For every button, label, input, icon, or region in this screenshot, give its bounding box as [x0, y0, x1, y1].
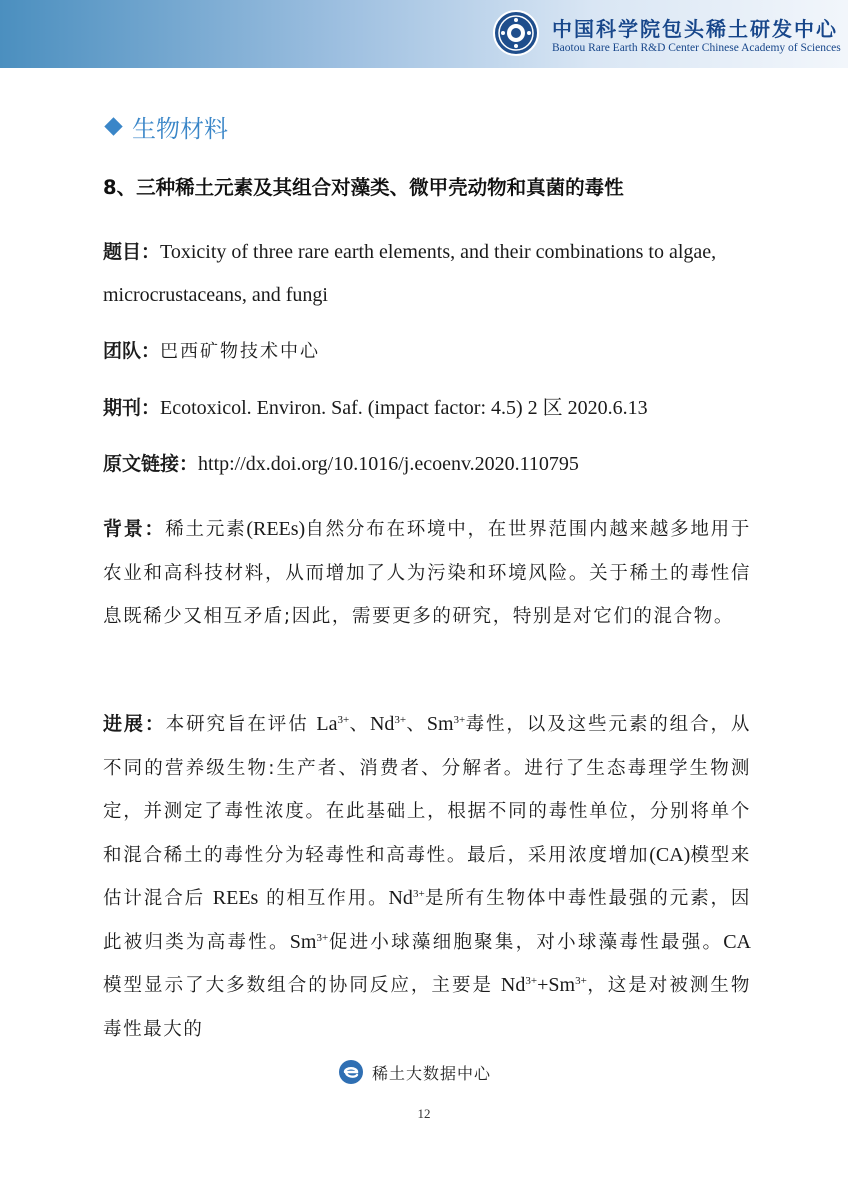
charge-superscript: 3+	[394, 713, 407, 726]
cas-emblem-icon	[493, 10, 539, 56]
team-label: 团队：	[103, 340, 161, 362]
progress-text: 本研究旨在评估	[165, 714, 317, 735]
footer-brand	[338, 1058, 491, 1086]
progress-text: 、	[406, 714, 427, 735]
background-text: 稀土元素	[165, 519, 247, 540]
progress-text: 是所有生物体中毒性最强的元素，因此被归类为高毒性。	[103, 888, 751, 953]
charge-superscript: 3+	[575, 974, 587, 987]
charge-superscript: 3+	[337, 713, 350, 726]
journal-field	[103, 387, 753, 430]
progress-text: ，这是对被测生物毒性最大的	[103, 975, 751, 1040]
charge-superscript: 3+	[525, 974, 538, 987]
progress-text: 的相互作用。	[258, 888, 389, 909]
page-number: 12	[417, 1106, 431, 1121]
background-label: 背景：	[103, 518, 166, 540]
progress-text: 模型来估计混合后	[103, 844, 752, 909]
progress-text: 毒性，以及这些元素的组合，从不同的营养级生物:生产者、消费者、分解者。进行了生态毒理学生物测定，并测定了毒性浓度。在此基础上，根据不同的毒性单位，分别将单个和混合稀土的毒性分为轻毒性和高毒性。最后，采用浓度增加	[103, 714, 752, 866]
section-heading	[104, 109, 228, 143]
element-symbol: Sm	[426, 713, 454, 735]
charge-superscript: 3+	[453, 713, 466, 726]
diamond-bullet-icon	[104, 117, 122, 135]
model-abbrev: CA	[723, 930, 751, 953]
journal-value: Ecotoxicol. Environ. Saf. (impact factor: 4.5) 2 区 2020.6.13	[160, 397, 648, 419]
link-field	[103, 443, 753, 486]
plus-sign: +	[537, 974, 549, 996]
progress-text: 促进小球藻细胞聚集，对小球藻毒性最强。	[328, 931, 724, 953]
subject-value: Toxicity of three rare earth elements, and their combinations to algae, microcrustaceans, and fungi	[103, 241, 717, 306]
element-symbol: Nd	[500, 974, 526, 996]
section-title: 生物材料	[132, 114, 228, 143]
subject-label: 题目：	[103, 241, 161, 263]
background-paragraph	[103, 508, 751, 639]
charge-superscript: 3+	[412, 887, 425, 900]
background-text: (REEs)	[246, 518, 306, 540]
element-symbol: La	[316, 713, 338, 735]
article-title: 8、三种稀土元素及其组合对藻类、微甲壳动物和真菌的毒性	[103, 176, 624, 199]
rare-earth-data-logo-icon	[338, 1059, 364, 1085]
model-abbrev: REEs	[212, 887, 259, 909]
progress-paragraph	[103, 703, 751, 1051]
org-name-en: Baotou Rare Earth R&D Center Chinese Academy of Sciences	[552, 42, 841, 54]
team-value: 巴西矿物技术中心	[160, 341, 321, 362]
element-symbol: Sm	[289, 930, 317, 953]
journal-label: 期刊：	[103, 397, 161, 419]
element-symbol: Sm	[548, 974, 576, 996]
team-field	[103, 330, 753, 373]
link-label: 原文链接：	[103, 453, 199, 475]
progress-label: 进展：	[103, 713, 166, 735]
org-name-cn: 中国科学院包头稀土研发中心	[552, 17, 838, 41]
background-text: 自然分布在环境中，在世界范围内越来越多地用于农业和高科技材料，从而增加了人为污染和环境风险。关于稀土的毒性信息既稀少又相互矛盾;因此，需要更多的研究，特别是对它们的混合物。	[103, 519, 751, 627]
progress-text: 模型显示了大多数组合的协同反应，主要是	[103, 975, 501, 996]
subject-field	[103, 231, 753, 317]
charge-superscript: 3+	[316, 931, 329, 944]
model-abbrev: (CA)	[649, 843, 691, 866]
element-symbol: Nd	[369, 713, 395, 735]
footer-label: 稀土大数据中心	[372, 1063, 492, 1083]
page-header	[0, 0, 848, 68]
element-symbol: Nd	[388, 887, 413, 909]
link-value[interactable]: http://dx.doi.org/10.1016/j.ecoenv.2020.110795	[198, 453, 579, 475]
progress-text: 、	[349, 714, 370, 735]
